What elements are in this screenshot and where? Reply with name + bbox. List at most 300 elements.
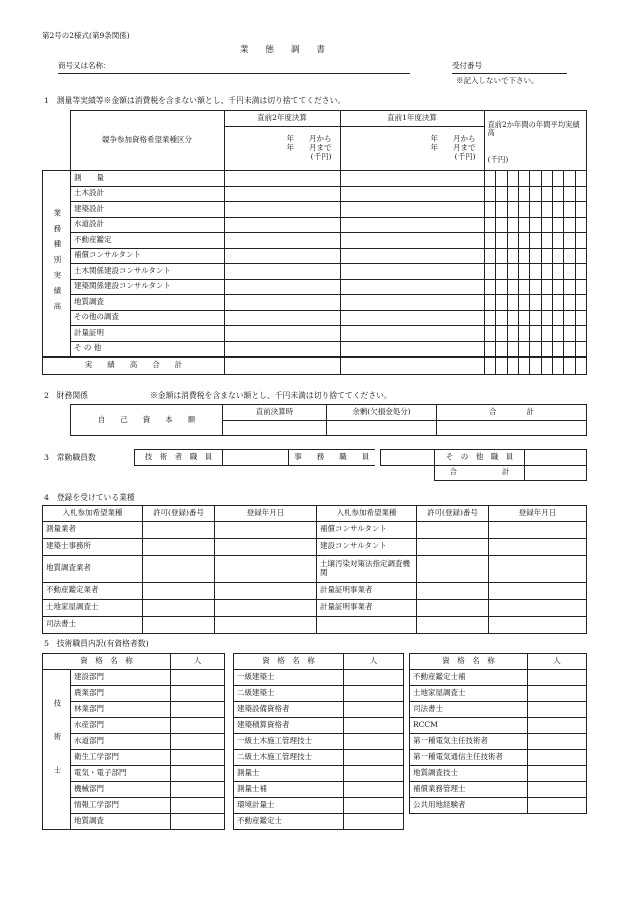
avg-digit-cell[interactable] (552, 279, 563, 295)
table-row (43, 202, 587, 218)
avg-total-digit-cell[interactable] (485, 357, 496, 375)
table-row (410, 781, 587, 797)
avg-digit-cell[interactable] (507, 248, 518, 264)
avg-digit-cell[interactable] (518, 186, 529, 202)
avg-digit-cell[interactable] (530, 171, 541, 187)
registration-date-input[interactable] (489, 616, 587, 633)
permit-number-input[interactable] (143, 582, 215, 599)
avg-digit-cell[interactable] (564, 279, 575, 295)
avg-digit-cell[interactable] (564, 233, 575, 249)
engineer-side-label: 技術士 (43, 669, 71, 829)
qualification-count-input[interactable] (344, 685, 404, 701)
avg-digit-cell[interactable] (485, 217, 496, 233)
qualification-name: 一級建築士 (234, 669, 344, 685)
business-type-label: 補償コンサルタント (71, 248, 225, 264)
avg-total-digit-cell[interactable] (518, 357, 529, 375)
table-row (410, 765, 587, 781)
registration-date-input[interactable] (215, 521, 317, 538)
registration-date-input[interactable] (489, 599, 587, 616)
qualification-name: 電気・電子部門 (71, 765, 171, 781)
avg-digit-cell[interactable] (496, 295, 507, 311)
avg-digit-cell[interactable] (496, 326, 507, 342)
performance-rows (42, 170, 587, 375)
performance-table (42, 110, 587, 171)
avg-digit-cell[interactable] (541, 295, 552, 311)
qualification-count-input[interactable] (344, 701, 404, 717)
qualification-count-input[interactable] (171, 749, 225, 765)
registration-type-label: 不動産鑑定業者 (43, 582, 143, 599)
avg-digit-cell[interactable] (507, 186, 518, 202)
avg-digit-cell[interactable] (541, 326, 552, 342)
permit-number-input[interactable] (417, 599, 489, 616)
qualification-header-row (234, 654, 404, 670)
prev2-amount-input[interactable] (225, 279, 341, 295)
avg-digit-cell[interactable] (485, 233, 496, 249)
permit-number-input[interactable] (143, 616, 215, 633)
qualification-count-input[interactable] (528, 717, 587, 733)
col-bid-type: 入札参加希望業種 (317, 506, 417, 522)
avg-digit-cell[interactable] (564, 295, 575, 311)
surplus-input[interactable] (327, 420, 437, 436)
clerical-input[interactable] (381, 450, 435, 466)
qualification-count-input[interactable] (528, 749, 587, 765)
col-qualification-name: 資 格 名 称 (410, 654, 528, 670)
avg-total-digit-cell[interactable] (496, 357, 507, 375)
col-avg: 直前2か年間の年間平均実績高 (千円) (484, 111, 586, 171)
registration-table (42, 505, 587, 634)
qualification-count-input[interactable] (528, 765, 587, 781)
avg-digit-cell[interactable] (518, 233, 529, 249)
qualification-name: 衛生工学部門 (71, 749, 171, 765)
registration-date-input[interactable] (215, 582, 317, 599)
avg-digit-cell[interactable] (541, 233, 552, 249)
qualification-count-input[interactable] (344, 781, 404, 797)
staff-total-input[interactable] (525, 465, 587, 481)
prev-settlement-input[interactable] (223, 420, 327, 436)
table-row (410, 797, 587, 813)
avg-digit-cell[interactable] (496, 248, 507, 264)
avg-digit-cell[interactable] (485, 326, 496, 342)
avg-digit-cell[interactable] (485, 264, 496, 280)
avg-digit-cell[interactable] (575, 248, 586, 264)
registration-type-label: 土地家屋調査士 (43, 599, 143, 616)
avg-digit-cell[interactable] (541, 248, 552, 264)
avg-digit-cell[interactable] (564, 202, 575, 218)
prev1-amount-input[interactable] (341, 217, 485, 233)
qualification-name: 第一種電気通信主任技術者 (410, 749, 528, 765)
qualification-count-input[interactable] (344, 717, 404, 733)
registration-type-label (317, 616, 417, 633)
registration-date-input[interactable] (215, 555, 317, 582)
avg-digit-cell[interactable] (496, 310, 507, 326)
table-row (43, 555, 587, 582)
avg-digit-cell[interactable] (552, 186, 563, 202)
registration-date-input[interactable] (489, 582, 587, 599)
col-prev1: 直前1年度決算 (340, 111, 484, 127)
prev1-amount-input[interactable] (341, 326, 485, 342)
qualification-name: 二級建築士 (234, 685, 344, 701)
table-row (43, 326, 587, 342)
qualification-count-input[interactable] (344, 813, 404, 829)
prev1-amount-input[interactable] (341, 264, 485, 280)
prev2-amount-input[interactable] (225, 326, 341, 342)
avg-digit-cell[interactable] (541, 264, 552, 280)
avg-total-digit-cell[interactable] (564, 357, 575, 375)
avg-digit-cell[interactable] (518, 341, 529, 357)
avg-digit-cell[interactable] (575, 202, 586, 218)
avg-digit-cell[interactable] (530, 233, 541, 249)
table-row (43, 749, 225, 765)
col-registration-date: 登録年月日 (215, 506, 317, 522)
avg-digit-cell[interactable] (530, 217, 541, 233)
avg-digit-cell[interactable] (507, 171, 518, 187)
avg-digit-cell[interactable] (552, 171, 563, 187)
business-type-label: その他の調査 (71, 310, 225, 326)
permit-number-input[interactable] (417, 538, 489, 555)
avg-digit-cell[interactable] (485, 279, 496, 295)
table-row (43, 233, 587, 249)
avg-digit-cell[interactable] (485, 295, 496, 311)
qualification-header-row (43, 654, 225, 670)
avg-digit-cell[interactable] (530, 295, 541, 311)
company-name-field[interactable] (58, 62, 410, 74)
prev2-amount-input[interactable] (225, 233, 341, 249)
avg-digit-cell[interactable] (530, 186, 541, 202)
avg-digit-cell[interactable] (541, 171, 552, 187)
table-row (234, 749, 404, 765)
qualification-name: RCCM (410, 717, 528, 733)
avg-digit-cell[interactable] (575, 295, 586, 311)
qualification-count-input[interactable] (344, 669, 404, 685)
qualification-count-input[interactable] (344, 797, 404, 813)
avg-digit-cell[interactable] (485, 171, 496, 187)
prev1-amount-input[interactable] (341, 248, 485, 264)
qualification-count-input[interactable] (171, 701, 225, 717)
col-surplus: 余剰(欠損金処分) (327, 405, 437, 421)
qualification-name: 環境計量士 (234, 797, 344, 813)
avg-digit-cell[interactable] (564, 186, 575, 202)
avg-digit-cell[interactable] (564, 326, 575, 342)
registration-header-row (43, 506, 587, 522)
qualification-count-input[interactable] (528, 733, 587, 749)
receipt-number-label: 受付番号 (452, 61, 482, 70)
avg-digit-cell[interactable] (530, 279, 541, 295)
avg-digit-cell[interactable] (530, 326, 541, 342)
total-label: 実 績 高 合 計 (43, 357, 225, 375)
avg-digit-cell[interactable] (564, 217, 575, 233)
qualification-name: 地質調査技士 (410, 765, 528, 781)
avg-digit-cell[interactable] (575, 217, 586, 233)
avg-digit-cell[interactable] (575, 341, 586, 357)
prev2-amount-input[interactable] (225, 217, 341, 233)
table-row (43, 701, 225, 717)
table-row (43, 217, 587, 233)
avg-digit-cell[interactable] (552, 248, 563, 264)
registration-date-input[interactable] (215, 616, 317, 633)
prev1-total-input[interactable] (341, 357, 485, 375)
qualification-count-input[interactable] (528, 685, 587, 701)
avg-digit-cell[interactable] (518, 279, 529, 295)
avg-total-digit-cell[interactable] (541, 357, 552, 375)
permit-number-input[interactable] (417, 555, 489, 582)
registration-date-input[interactable] (489, 521, 587, 538)
permit-number-input[interactable] (417, 521, 489, 538)
avg-digit-cell[interactable] (541, 310, 552, 326)
permit-number-input[interactable] (143, 599, 215, 616)
avg-digit-cell[interactable] (552, 217, 563, 233)
form-number: 第2号の2様式(第9条関係) (42, 31, 130, 40)
qualification-name: 水道部門 (71, 733, 171, 749)
avg-digit-cell[interactable] (507, 264, 518, 280)
qualification-count-input[interactable] (344, 733, 404, 749)
col-permit-number: 許可(登録)番号 (143, 506, 215, 522)
prev2-amount-input[interactable] (225, 171, 341, 187)
col-person-count: 人 (171, 654, 225, 670)
avg-digit-cell[interactable] (518, 264, 529, 280)
table-row (43, 310, 587, 326)
table-row (234, 685, 404, 701)
permit-number-input[interactable] (143, 538, 215, 555)
permit-number-input[interactable] (143, 521, 215, 538)
qualification-name: 測量士 (234, 765, 344, 781)
avg-digit-cell[interactable] (507, 202, 518, 218)
qualification-name: 司法書士 (410, 701, 528, 717)
avg-digit-cell[interactable] (507, 279, 518, 295)
prev1-period: 年 月から 年 月まで (千円) (340, 126, 484, 170)
registration-type-label: 計量証明事業者 (317, 599, 417, 616)
col-prev-settlement: 直前決算時 (223, 405, 327, 421)
avg-digit-cell[interactable] (485, 341, 496, 357)
prev1-amount-input[interactable] (341, 202, 485, 218)
qualification-count-input[interactable] (528, 701, 587, 717)
avg-digit-cell[interactable] (552, 326, 563, 342)
qualification-count-input[interactable] (171, 733, 225, 749)
col-person-count: 人 (344, 654, 404, 670)
qualification-count-input[interactable] (528, 669, 587, 685)
qualification-name: 建築積算資格者 (234, 717, 344, 733)
avg-digit-cell[interactable] (575, 171, 586, 187)
registration-type-label: 建設コンサルタント (317, 538, 417, 555)
business-type-label: 建築関係建設コンサルタント (71, 279, 225, 295)
avg-digit-cell[interactable] (485, 310, 496, 326)
prev2-total-input[interactable] (225, 357, 341, 375)
avg-digit-cell[interactable] (496, 202, 507, 218)
avg-digit-cell[interactable] (507, 295, 518, 311)
col-prev2: 直前2年度決算 (224, 111, 340, 127)
table-row (234, 733, 404, 749)
business-type-label: 不動産鑑定 (71, 233, 225, 249)
avg-digit-cell[interactable] (552, 295, 563, 311)
avg-digit-cell[interactable] (507, 341, 518, 357)
registration-date-input[interactable] (215, 538, 317, 555)
qualification-count-input[interactable] (528, 781, 587, 797)
avg-digit-cell[interactable] (496, 264, 507, 280)
prev1-amount-input[interactable] (341, 310, 485, 326)
qualification-count-input[interactable] (171, 717, 225, 733)
prev1-amount-input[interactable] (341, 186, 485, 202)
registration-date-input[interactable] (215, 599, 317, 616)
avg-digit-cell[interactable] (564, 264, 575, 280)
avg-digit-cell[interactable] (552, 310, 563, 326)
prev2-amount-input[interactable] (225, 295, 341, 311)
avg-digit-cell[interactable] (530, 248, 541, 264)
table-row (234, 669, 404, 685)
qualification-count-input[interactable] (171, 765, 225, 781)
section2-heading: 2 財務関係 (44, 391, 88, 400)
avg-digit-cell[interactable] (541, 341, 552, 357)
avg-digit-cell[interactable] (518, 310, 529, 326)
avg-digit-cell[interactable] (541, 279, 552, 295)
col-qualification-name: 資 格 名 称 (234, 654, 344, 670)
avg-digit-cell[interactable] (485, 248, 496, 264)
avg-total-digit-cell[interactable] (507, 357, 518, 375)
avg-digit-cell[interactable] (507, 310, 518, 326)
table-row (43, 582, 587, 599)
qualification-name: 公共用地経験者 (410, 797, 528, 813)
business-type-side-label: 業務種別実績高 (43, 171, 71, 357)
avg-digit-cell[interactable] (575, 186, 586, 202)
prev2-amount-input[interactable] (225, 186, 341, 202)
avg-digit-cell[interactable] (564, 341, 575, 357)
avg-digit-cell[interactable] (552, 202, 563, 218)
avg-total-digit-cell[interactable] (552, 357, 563, 375)
avg-digit-cell[interactable] (518, 202, 529, 218)
business-type-label: そ の 他 (71, 341, 225, 357)
col-bid-type: 入札参加希望業種 (43, 506, 143, 522)
prev2-amount-input[interactable] (225, 248, 341, 264)
other-staff-input[interactable] (525, 450, 587, 466)
qualification-table-1 (42, 653, 225, 830)
qualification-name: 建築設備資格者 (234, 701, 344, 717)
capital-label: 自 己 資 本 額 (71, 405, 223, 436)
prev1-amount-input[interactable] (341, 233, 485, 249)
avg-digit-cell[interactable] (564, 248, 575, 264)
col-person-count: 人 (528, 654, 587, 670)
registration-date-input[interactable] (489, 555, 587, 582)
table-row (43, 279, 587, 295)
receipt-number-field[interactable] (452, 62, 567, 74)
registration-date-input[interactable] (489, 538, 587, 555)
avg-digit-cell[interactable] (485, 186, 496, 202)
table-row (43, 295, 587, 311)
avg-total-digit-cell[interactable] (530, 357, 541, 375)
business-type-label: 測 量 (71, 171, 225, 187)
avg-digit-cell[interactable] (541, 186, 552, 202)
avg-digit-cell[interactable] (530, 341, 541, 357)
avg-digit-cell[interactable] (518, 326, 529, 342)
prev2-amount-input[interactable] (225, 341, 341, 357)
avg-digit-cell[interactable] (530, 310, 541, 326)
table-row (43, 781, 225, 797)
qualification-count-input[interactable] (171, 669, 225, 685)
prev1-amount-input[interactable] (341, 171, 485, 187)
qualification-count-input[interactable] (171, 685, 225, 701)
qualification-count-input[interactable] (171, 781, 225, 797)
avg-digit-cell[interactable] (564, 171, 575, 187)
avg-digit-cell[interactable] (496, 341, 507, 357)
avg-digit-cell[interactable] (575, 310, 586, 326)
permit-number-input[interactable] (417, 616, 489, 633)
staff-table-right (380, 449, 587, 481)
avg-digit-cell[interactable] (518, 295, 529, 311)
avg-digit-cell[interactable] (575, 326, 586, 342)
avg-digit-cell[interactable] (541, 217, 552, 233)
engineers-label: 技 術 者 職 員 (135, 450, 223, 466)
qualification-name: 建設部門 (71, 669, 171, 685)
avg-digit-cell[interactable] (564, 310, 575, 326)
avg-digit-cell[interactable] (518, 248, 529, 264)
page-title: 業 態 調 書 (240, 45, 326, 55)
qualification-count-input[interactable] (344, 765, 404, 781)
qualification-name: 二級土木施工管理技士 (234, 749, 344, 765)
prev1-amount-input[interactable] (341, 341, 485, 357)
finance-table (70, 404, 587, 436)
avg-digit-cell[interactable] (496, 171, 507, 187)
avg-digit-cell[interactable] (496, 279, 507, 295)
business-type-label: 地質調査 (71, 295, 225, 311)
avg-digit-cell[interactable] (496, 186, 507, 202)
col-registration-date: 登録年月日 (489, 506, 587, 522)
qualification-count-input[interactable] (171, 813, 225, 829)
table-row (234, 813, 404, 829)
table-row (410, 717, 587, 733)
avg-digit-cell[interactable] (507, 326, 518, 342)
avg-digit-cell[interactable] (518, 217, 529, 233)
permit-number-input[interactable] (417, 582, 489, 599)
business-type-label: 建築設計 (71, 202, 225, 218)
prev1-amount-input[interactable] (341, 279, 485, 295)
prev2-amount-input[interactable] (225, 202, 341, 218)
permit-number-input[interactable] (143, 555, 215, 582)
avg-digit-cell[interactable] (575, 279, 586, 295)
avg-digit-cell[interactable] (518, 171, 529, 187)
total-row (43, 357, 587, 375)
qualification-count-input[interactable] (528, 797, 587, 813)
avg-digit-cell[interactable] (485, 202, 496, 218)
table-row (234, 765, 404, 781)
table-row (43, 599, 587, 616)
qualification-count-input[interactable] (344, 749, 404, 765)
avg-total-digit-cell[interactable] (575, 357, 586, 375)
avg-digit-cell[interactable] (496, 217, 507, 233)
registration-type-label: 司法書士 (43, 616, 143, 633)
prev2-period: 年 月から 年 月まで (千円) (224, 126, 340, 170)
avg-digit-cell[interactable] (530, 202, 541, 218)
finance-total-input[interactable] (437, 420, 587, 436)
engineers-input[interactable] (223, 450, 289, 466)
avg-digit-cell[interactable] (530, 264, 541, 280)
prev2-amount-input[interactable] (225, 310, 341, 326)
qualification-count-input[interactable] (171, 797, 225, 813)
table-row (43, 171, 587, 187)
avg-digit-cell[interactable] (507, 217, 518, 233)
avg-digit-cell[interactable] (496, 233, 507, 249)
prev1-amount-input[interactable] (341, 295, 485, 311)
avg-digit-cell[interactable] (507, 233, 518, 249)
avg-digit-cell[interactable] (541, 202, 552, 218)
qualification-name: 機械部門 (71, 781, 171, 797)
avg-digit-cell[interactable] (552, 341, 563, 357)
avg-digit-cell[interactable] (575, 233, 586, 249)
table-row (234, 701, 404, 717)
business-type-label: 土木設計 (71, 186, 225, 202)
avg-digit-cell[interactable] (575, 264, 586, 280)
section1-heading: 1 測量等実績等※金額は消費税を含まない額とし、千円未満は切り捨ててください。 (44, 96, 346, 105)
avg-digit-cell[interactable] (552, 264, 563, 280)
prev2-amount-input[interactable] (225, 264, 341, 280)
avg-digit-cell[interactable] (552, 233, 563, 249)
col-qualification-name: 資 格 名 称 (43, 654, 171, 670)
